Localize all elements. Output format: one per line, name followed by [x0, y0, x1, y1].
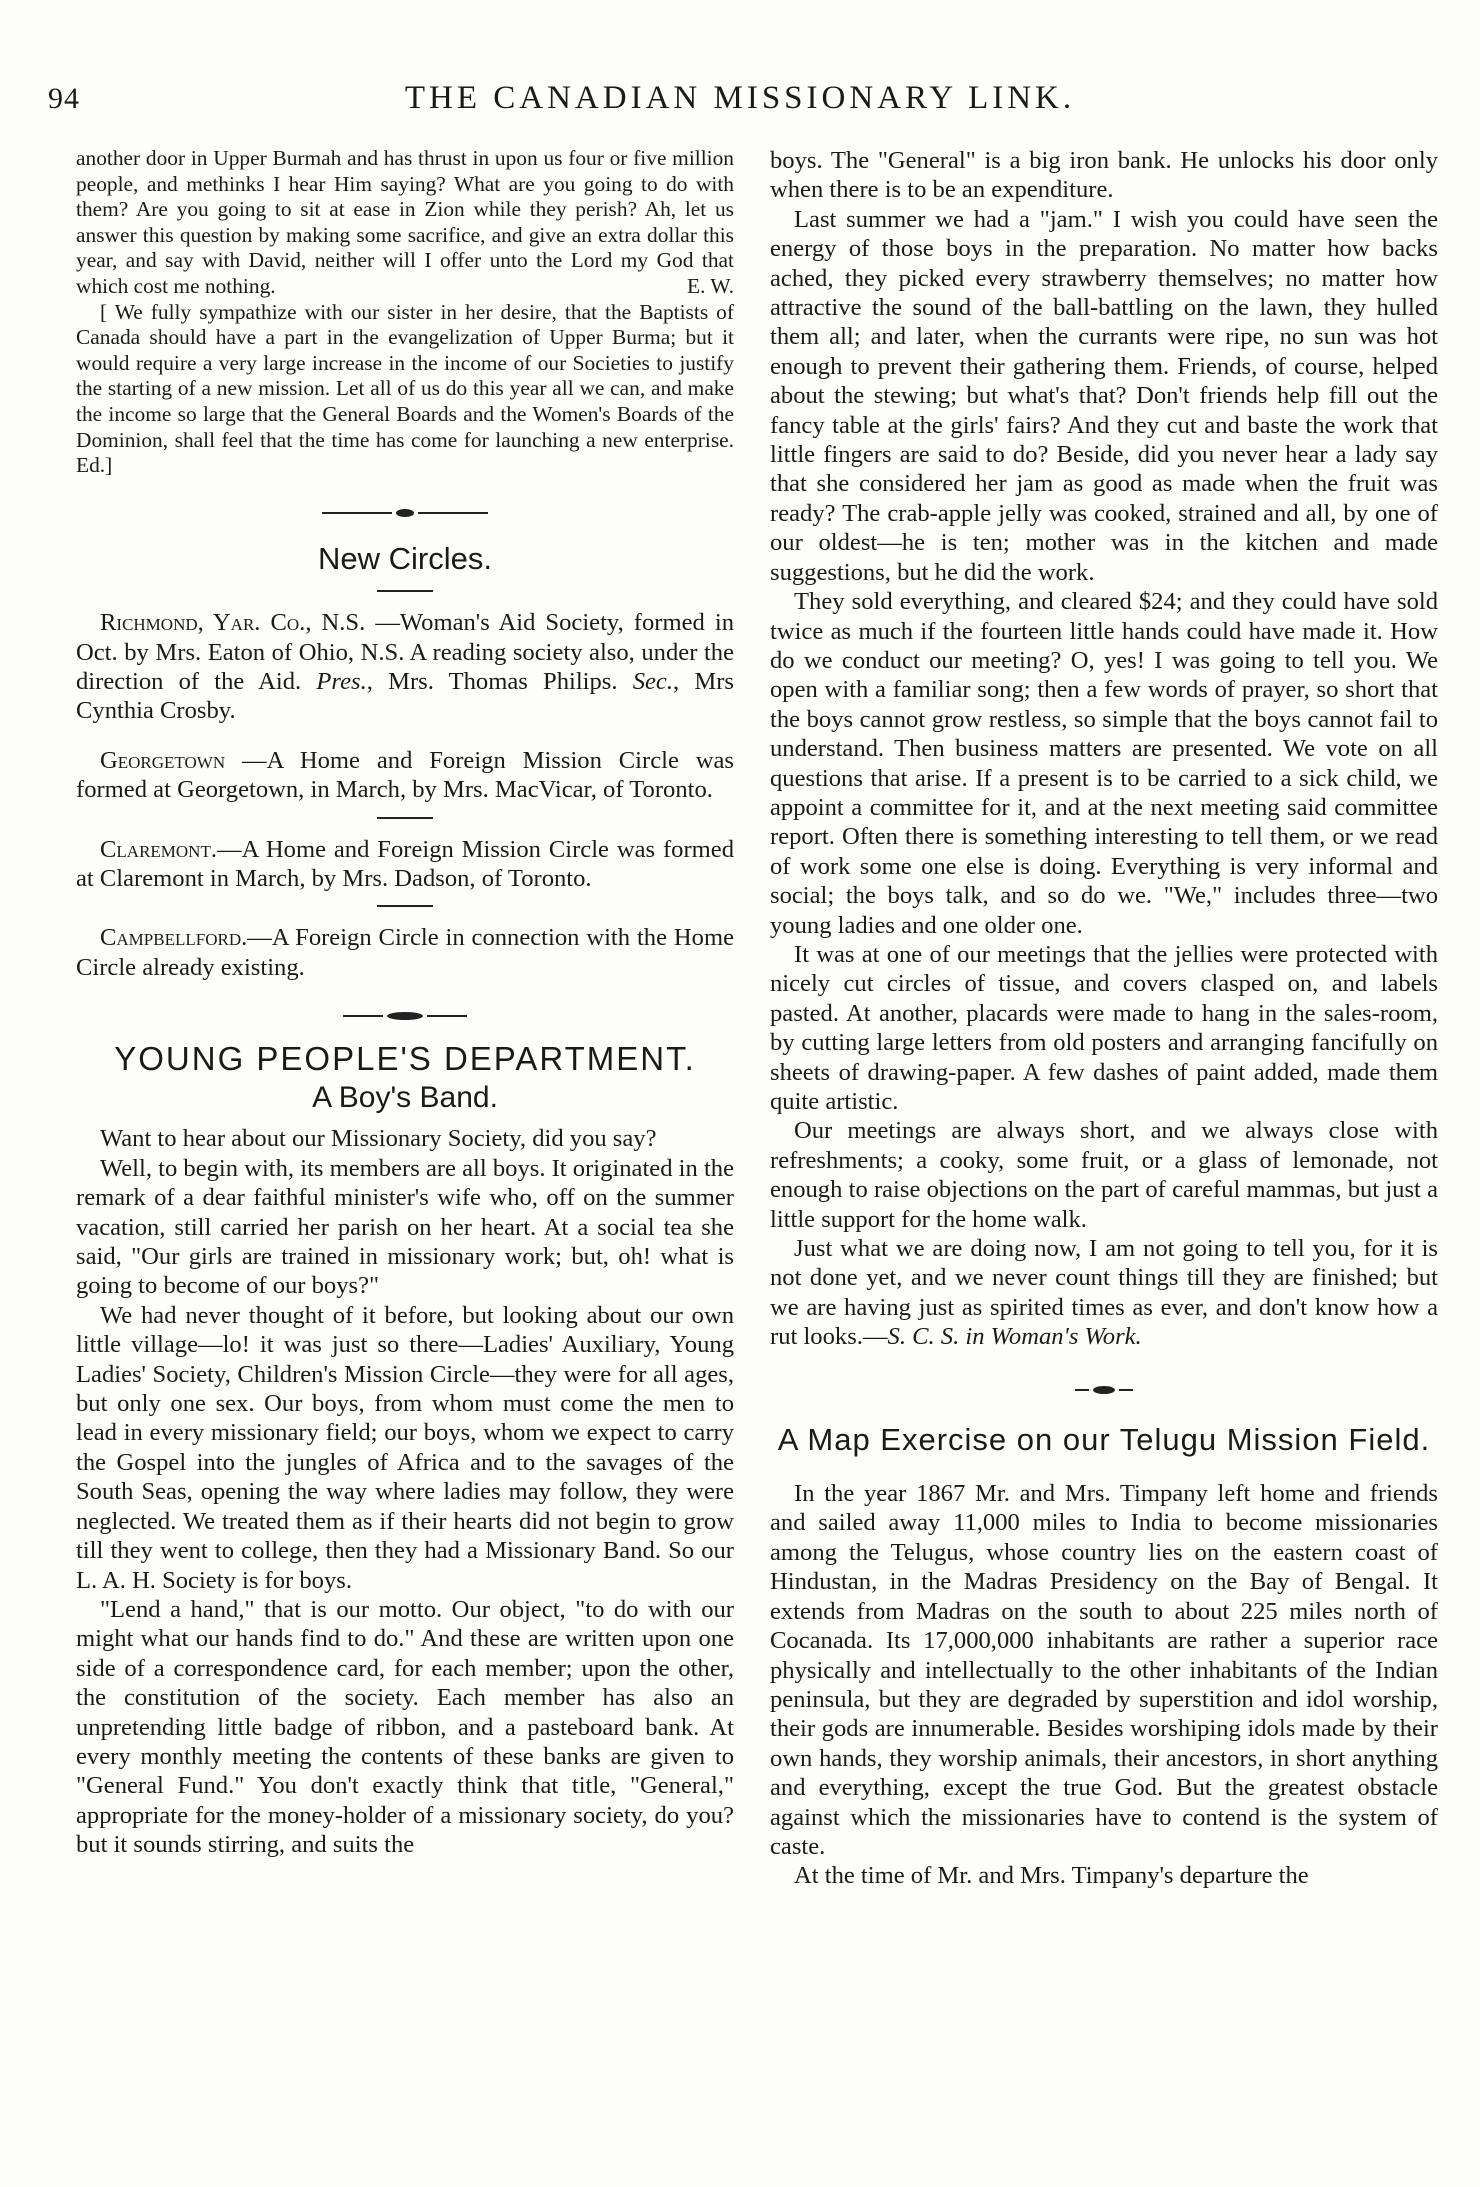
pres-label: Pres.: [316, 667, 367, 695]
young-people-heading: YOUNG PEOPLE'S DEPARTMENT.: [114, 1039, 696, 1077]
section-divider: [76, 497, 734, 526]
paragraph: It was at one of our meetings that the jellies were protected with nicely cut circles of tissue, and covers clasped on, and labels pasted. At another, placards were made to hang in the sales-room, by cutting large letters from old posters and arranging fancifully on sheets of drawing-paper. A few dashes of paint added, made them quite artistic.: [770, 940, 1438, 1115]
editor-note: [ We fully sympathize with our sister in her desire, that the Baptists of Canada should have a part in the evangelization of Upper Burma; but it would require a very large increase in the income of our Societies to justify the starting of a new mission. Let all of us do this year all we can, and make the income so large that the General Boards and the Women's Boards of the Dominion, shall feel that the time has come for launching a new enterprise. Ed.]: [76, 299, 734, 478]
section-divider: [76, 1000, 734, 1029]
rule: [377, 905, 433, 907]
paragraph: Our meetings are always short, and we always close with refreshments; a cooky, some fruit, or a glass of lemonade, not enough to raise objections on the part of careful mammas, but just a little support for the home walk.: [770, 1117, 1438, 1233]
circle-text: —Woman's Aid Society, formed in Oct. by Mrs. Eaton of Ohio, N.S. A reading society also, under the direction of the Aid.: [76, 609, 735, 695]
circle-georgetown: [76, 746, 734, 805]
paragraph: Last summer we had a "jam." I wish you could have seen the energy of those boys in the preparation. No matter how backs ached, they picked every strawberry themselves; no matter how attractive the sound of the ball-battling on the lawn, they hulled them all; and later, when the currants were ripe, no sun was hot enough to prevent their gathering them. Friends, of course, helped about the stewing; but what's that? Don't friends help fill out the fancy table at the girls' fairs? And they cut and baste the work that little fingers are said to do? Beside, did you never hear a lady say that she considered her jam as good as made when the fruit was ready? The crab-apple jelly was cooked, strained and all, by one of our oldest—he is ten; mother was in the kitchen and made suggestions, but he did the work.: [770, 205, 1438, 586]
circle-place: Richmond, Yar. Co., N.S.: [100, 609, 366, 637]
rule: [377, 590, 433, 592]
sec-label: Sec.: [632, 667, 673, 695]
circle-campbellford: [76, 923, 734, 982]
intro-text: another door in Upper Burmah and has thrust in upon us four or five million people, and methinks I hear Him saying? What are you going to do with them? Are you going to sit at ease in Zion while they perish? Ah, let us answer this question by making some sacrifice, and give an extra dollar this year, and say with David, neither will I offer unto the Lord my God that which cost me nothing.: [76, 146, 734, 298]
closing-text: Just what we are doing now, I am not going to tell you, for it is not done yet, and we never count things till they are finished; but we are having just as spirited times as ever, and don't know how a rut looks.—: [770, 1235, 1438, 1351]
paragraph: We had never thought of it before, but looking about our own little village—lo! it was just so there—Ladies' Auxiliary, Young Ladies' Society, Children's Mission Circle—they were for all ages, but only one sex. Our boys, from whom must come the men to lead in every missionary field; our boys, whom we expect to carry the Gospel into the jungles of Africa and to the savages of the South Seas, opening the way where ladies may follow, they were neglected. We treated them as if their hearts did not begin to grow till they went to college, then they had a Missionary Band. So our L. A. H. Society is for boys.: [76, 1301, 734, 1594]
paragraph: They sold everything, and cleared $24; and they could have sold twice as much if the fourteen little hands could have made it. How do we conduct our meeting? O, yes! I was going to tell you. We open with a familiar song; then a few words of prayer, so short that the boys cannot grow restless, so simple that the boys cannot fail to understand. Then business matters are presented. We vote on all questions that arise. If a present is to be carried to a sick child, we appoint a committee for it, and at the next meeting said committee report. Often there is something interesting to tell them, or we read of work some one else is doing. Everything is very informal and social; the boys talk, and so do we. "We," includes three—two young ladies and one older one.: [770, 588, 1438, 939]
page-number: 94: [48, 82, 80, 115]
circle-place: Georgetown: [100, 746, 226, 774]
intro-paragraph: [76, 146, 734, 300]
new-circles-heading: New Circles.: [318, 541, 492, 577]
circle-text: —A Home and Foreign Mission Circle was formed at Georgetown, in March, by Mrs. MacVicar, of Toronto.: [76, 746, 734, 804]
circle-text: —A Foreign Circle in connection with the Home Circle already existing.: [76, 924, 734, 981]
boys-band-heading: A Boy's Band.: [312, 1081, 498, 1114]
circle-place: Campbellford.: [100, 924, 248, 952]
closing-source: S. C. S. in Woman's Work.: [887, 1323, 1142, 1351]
sec-name: , Mrs Cynthia Crosby.: [76, 667, 734, 725]
paragraph: "Lend a hand," that is our motto. Our object, "to do with our might what our hands find to do." And these are written upon one side of a correspondence card, for each member; upon the other, the constitution of the society. Each member has also an unpretending little badge of ribbon, and a pasteboard bank. At every monthly meeting the contents of these banks are given to "General Fund." You don't exactly think that title, "General," appropriate for the money-holder of a missionary society, do you? but it sounds stirring, and suits the: [76, 1595, 734, 1859]
paragraph: In the year 1867 Mr. and Mrs. Timpany left home and friends and sailed away 11,000 miles to India to become missionaries among the Telugus, whose country lies on the eastern coast of Hindustan, in the Madras Presidency on the Bay of Bengal. It extends from Madras on the south to about 225 miles north of Cocanada. Its 17,000,000 inhabitants are rather a superior race physically and intellectually to the other inhabitants of the Indian peninsula, but they are degraded by superstition and idol worship, their gods are innumerable. Besides worshiping idols made by their own hands, they worship animals, their ancestors, in short anything and everything, except the true God. But the greatest obstacle against which the missionaries have to contend is the system of caste.: [770, 1480, 1438, 1860]
running-title: THE CANADIAN MISSIONARY LINK.: [404, 80, 1076, 116]
pres-name: , Mrs. Thomas Philips.: [366, 667, 633, 695]
paragraph: Want to hear about our Missionary Society, did you say?: [100, 1125, 657, 1153]
circle-richmond: [76, 608, 734, 726]
section-divider: [770, 1374, 1438, 1403]
circle-claremont: [76, 835, 734, 894]
map-exercise-heading: A Map Exercise on our Telugu Mission Field.: [777, 1422, 1431, 1458]
circle-place: Claremont.: [100, 835, 217, 863]
left-column: [76, 146, 734, 1860]
paragraph: At the time of Mr. and Mrs. Timpany's departure the: [794, 1862, 1309, 1890]
rule: [377, 817, 433, 819]
right-column: [770, 146, 1438, 1891]
intro-letter: [76, 146, 734, 479]
intro-signature: E. W.: [687, 273, 734, 298]
closing-paragraph: [770, 1234, 1438, 1352]
paragraph: Well, to begin with, its members are all boys. It originated in the remark of a dear faithful minister's wife who, off on the summer vacation, still carried her parish on her heart. At a social tea she said, "Our girls are trained in missionary work; but, oh! what is going to become of our boys?": [76, 1154, 734, 1300]
paragraph: boys. The "General" is a big iron bank. He unlocks his door only when there is to be an expenditure.: [770, 147, 1438, 204]
circle-text: —A Home and Foreign Mission Circle was formed at Claremont in March, by Mrs. Dadson, of Toronto.: [76, 835, 734, 892]
